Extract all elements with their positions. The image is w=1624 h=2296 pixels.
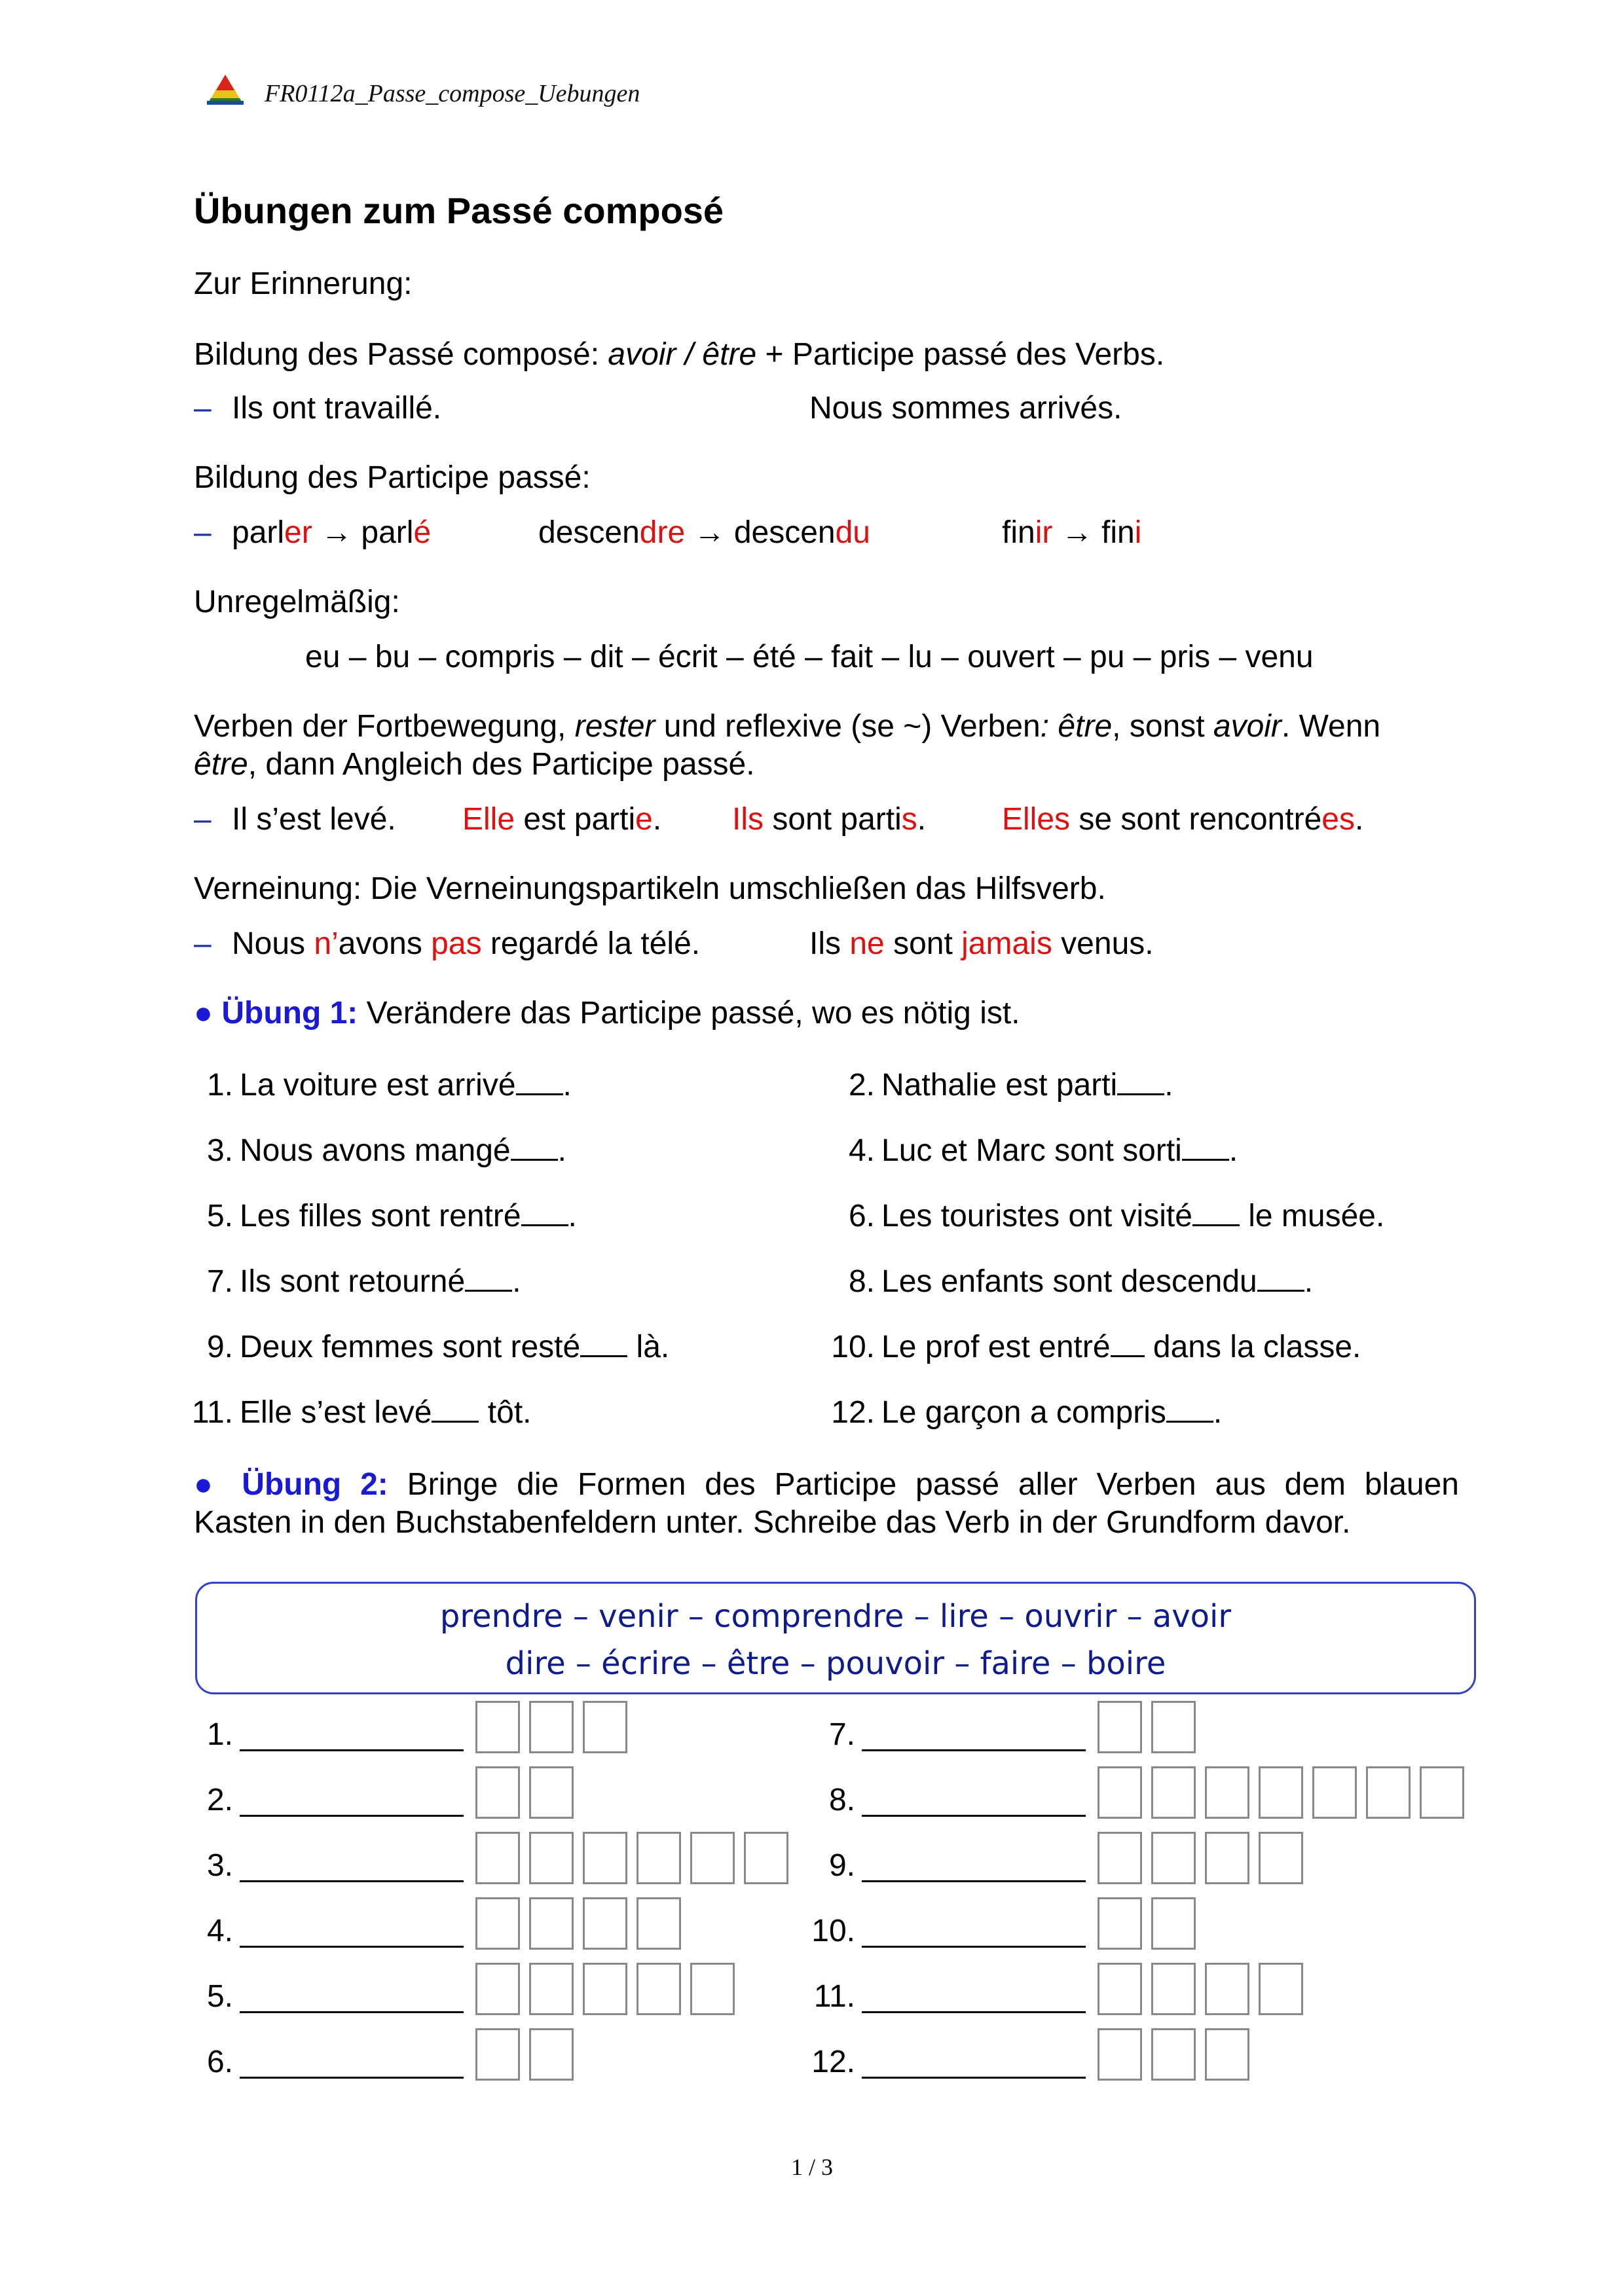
row-number: 12. (811, 2045, 855, 2079)
document-filename: FR0112a_Passe_compose_Uebungen (265, 80, 640, 107)
item-number: 3. (206, 1133, 233, 1168)
row-number: 3. (206, 1848, 233, 1883)
answer-blank[interactable] (516, 1067, 563, 1095)
page-number: 1 / 3 (790, 2154, 833, 2180)
item-sentence-end: . (557, 1133, 566, 1168)
item-sentence-start: Nathalie est parti (881, 1068, 1118, 1102)
exercise2-heading-line1: ● Übung 2: Bringe die Formen des Participe passé aller Verben aus dem blauen (194, 1467, 1459, 1502)
row-number: 1. (206, 1717, 233, 1752)
verb-infinitive-blank[interactable] (240, 2077, 464, 2079)
row-number: 9. (828, 1848, 855, 1883)
letter-box[interactable] (529, 1766, 574, 1819)
page-title: Übungen zum Passé composé (194, 190, 724, 231)
irregular-heading: Unregelmäßig: (194, 585, 400, 619)
exercise1-item (829, 1067, 1173, 1101)
letter-box[interactable] (1151, 1832, 1196, 1884)
item-sentence-start: Les enfants sont descendu (881, 1264, 1257, 1299)
item-sentence-end: là. (627, 1330, 670, 1364)
letter-box[interactable] (1098, 1701, 1142, 1753)
letter-box[interactable] (1259, 1766, 1303, 1819)
exercise1-item (187, 1198, 577, 1232)
reminder-heading: Zur Erinnerung: (194, 266, 413, 301)
formation-line: Bildung des Passé composé: avoir / être + Participe passé des Verbs. (194, 337, 1165, 372)
verb-infinitive-blank[interactable] (862, 1815, 1086, 1817)
answer-blank[interactable] (1111, 1329, 1145, 1357)
item-sentence-end: . (563, 1068, 572, 1102)
letter-box[interactable] (1098, 2028, 1142, 2081)
item-sentence-start: Luc et Marc sont sorti (881, 1133, 1182, 1168)
answer-blank[interactable] (465, 1264, 512, 1292)
participle-example-finir: finir → fini (1002, 515, 1142, 550)
letter-box[interactable] (690, 1963, 735, 2015)
row-number: 11. (813, 1979, 855, 2014)
letter-box[interactable] (744, 1832, 788, 1884)
row-number: 8. (828, 1783, 855, 1817)
item-number: 2. (848, 1068, 875, 1102)
letter-box[interactable] (1205, 2028, 1249, 2081)
letter-box[interactable] (637, 1832, 681, 1884)
row-number: 7. (828, 1717, 855, 1752)
item-number: 5. (206, 1199, 233, 1233)
letter-box[interactable] (637, 1897, 681, 1950)
exercise1-item (829, 1264, 1313, 1298)
exercise1-item (187, 1264, 521, 1298)
irregular-list: eu – bu – compris – dit – écrit – été – fait – lu – ouvert – pu – pris – venu (305, 640, 1314, 674)
letter-box[interactable] (529, 2028, 574, 2081)
item-sentence-end: . (1164, 1068, 1173, 1102)
letter-box[interactable] (1151, 1701, 1196, 1753)
verb-box (195, 1582, 1476, 1694)
participle-heading: Bildung des Participe passé: (194, 460, 591, 495)
bullet-dash: – (194, 391, 212, 426)
item-sentence-end: . (1213, 1395, 1223, 1430)
agreement-example-elles: Elles se sont rencontrées. (1002, 802, 1364, 837)
letter-box[interactable] (583, 1963, 627, 2015)
answer-blank[interactable] (1166, 1394, 1213, 1423)
item-sentence-start: Nous avons mangé (240, 1133, 511, 1168)
item-sentence-start: Les touristes ont visité (881, 1199, 1192, 1233)
bullet-dash: – (194, 802, 212, 837)
letter-box[interactable] (1312, 1766, 1357, 1819)
letter-box[interactable] (475, 1832, 520, 1884)
answer-blank[interactable] (511, 1133, 558, 1161)
item-number: 6. (848, 1199, 875, 1233)
letter-box[interactable] (583, 1701, 627, 1753)
verb-infinitive-blank[interactable] (862, 2077, 1086, 2079)
agreement-example-elle: Elle est partie. (462, 802, 662, 837)
row-number: 4. (206, 1914, 233, 1948)
letter-box[interactable] (1151, 1766, 1196, 1819)
item-sentence-start: Elle s’est levé (240, 1395, 432, 1430)
item-number: 7. (206, 1264, 233, 1299)
exercise1-item (187, 1067, 572, 1101)
letter-box[interactable] (475, 2028, 520, 2081)
item-sentence-end: . (1304, 1264, 1314, 1299)
item-number: 10. (831, 1330, 875, 1364)
verb-list-line1: prendre – venir – comprendre – lire – ouvrir – avoir (439, 1598, 1232, 1635)
exercise1-item (187, 1133, 566, 1167)
bullet-dash: – (194, 515, 212, 550)
exercise1-item (829, 1198, 1384, 1232)
exercise1-item (187, 1394, 532, 1429)
verb-infinitive-blank[interactable] (862, 1880, 1086, 1882)
letter-box[interactable] (583, 1897, 627, 1950)
exercise1-heading: ● Übung 1: Verändere das Participe passé, wo es nötig ist. (194, 996, 1020, 1030)
letter-box[interactable] (1098, 1897, 1142, 1950)
letter-box[interactable] (1205, 1832, 1249, 1884)
letter-box[interactable] (637, 1963, 681, 2015)
verb-infinitive-blank[interactable] (240, 2011, 464, 2013)
item-number: 9. (206, 1330, 233, 1364)
exercise1-item (829, 1394, 1222, 1429)
item-number: 11. (191, 1395, 233, 1430)
exercise1-item (829, 1329, 1361, 1363)
item-sentence-start: Le prof est entré (881, 1330, 1111, 1364)
item-sentence-start: Ils sont retourné (240, 1264, 466, 1299)
negation-heading: Verneinung: Die Verneinungspartikeln umschließen das Hilfsverb. (194, 871, 1106, 906)
letter-box[interactable] (1205, 1963, 1249, 2015)
logo-icon (204, 73, 246, 107)
row-number: 10. (811, 1914, 855, 1948)
letter-box[interactable] (690, 1832, 735, 1884)
verb-infinitive-blank[interactable] (862, 1749, 1086, 1751)
letter-box[interactable] (1205, 1766, 1249, 1819)
letter-box[interactable] (475, 1897, 520, 1950)
row-number: 2. (206, 1783, 233, 1817)
negation-example-nous: Nous n’avons pas regardé la télé. (232, 926, 701, 961)
letter-box[interactable] (1151, 1963, 1196, 2015)
verb-infinitive-blank[interactable] (240, 1749, 464, 1751)
answer-blank[interactable] (521, 1198, 568, 1226)
row-number: 5. (206, 1979, 233, 2014)
exercise1-item (187, 1329, 669, 1363)
letter-box[interactable] (1259, 1832, 1303, 1884)
verb-infinitive-blank[interactable] (240, 1880, 464, 1882)
letter-box[interactable] (529, 1832, 574, 1884)
verb-infinitive-blank[interactable] (862, 1946, 1086, 1948)
verb-infinitive-blank[interactable] (240, 1815, 464, 1817)
item-sentence-end: dans la classe. (1144, 1330, 1361, 1364)
letter-box[interactable] (583, 1832, 627, 1884)
exercise1-item (829, 1133, 1238, 1167)
agreement-example-ils: Ils sont partis. (732, 802, 927, 837)
example-nous-sommes-arrives: Nous sommes arrivés. (809, 391, 1122, 426)
item-sentence-end: . (568, 1199, 577, 1233)
letter-box[interactable] (475, 1766, 520, 1819)
item-sentence-end: . (1228, 1133, 1238, 1168)
answer-blank[interactable] (580, 1329, 627, 1357)
participle-example-parler: parler → parlé (232, 515, 432, 550)
item-sentence-start: La voiture est arrivé (240, 1068, 516, 1102)
item-sentence-start: Deux femmes sont resté (240, 1330, 581, 1364)
letter-box[interactable] (1151, 1897, 1196, 1950)
letter-box[interactable] (529, 1897, 574, 1950)
verb-infinitive-blank[interactable] (862, 2011, 1086, 2013)
movement-rule-line2: être, dann Angleich des Participe passé. (194, 747, 755, 782)
item-number: 4. (848, 1133, 875, 1168)
letter-box[interactable] (1098, 1832, 1142, 1884)
agreement-example-il: Il s’est levé. (232, 802, 396, 837)
item-number: 8. (848, 1264, 875, 1299)
letter-box[interactable] (529, 1963, 574, 2015)
item-sentence-start: Le garçon a compris (881, 1395, 1166, 1430)
answer-blank[interactable] (1182, 1133, 1229, 1161)
letter-box[interactable] (475, 1701, 520, 1753)
example-ils-ont-travaille: Ils ont travaillé. (232, 391, 442, 426)
item-sentence-end: le musée. (1239, 1199, 1385, 1233)
item-number: 1. (206, 1068, 233, 1102)
letter-box[interactable] (1151, 2028, 1196, 2081)
verb-infinitive-blank[interactable] (240, 1946, 464, 1948)
participle-example-descendre: descendre → descendu (538, 515, 870, 550)
answer-blank[interactable] (1257, 1264, 1304, 1292)
answer-blank[interactable] (1192, 1198, 1240, 1226)
answer-blank[interactable] (432, 1394, 479, 1423)
letter-box[interactable] (475, 1963, 520, 2015)
letter-box[interactable] (1098, 1963, 1142, 2015)
bullet-dash: – (194, 926, 212, 961)
item-sentence-end: . (512, 1264, 521, 1299)
item-number: 12. (831, 1395, 875, 1430)
letter-box[interactable] (1259, 1963, 1303, 2015)
exercise2-heading-line2: Kasten in den Buchstabenfeldern unter. Schreibe das Verb in der Grundform davor. (194, 1505, 1351, 1540)
letter-box[interactable] (529, 1701, 574, 1753)
row-number: 6. (206, 2045, 233, 2079)
movement-rule-line1: Verben der Fortbewegung, rester und reflexive (se ~) Verben: être, sonst avoir. Wenn (194, 709, 1381, 744)
item-sentence-end: tôt. (479, 1395, 532, 1430)
answer-blank[interactable] (1117, 1067, 1164, 1095)
letter-box[interactable] (1420, 1766, 1464, 1819)
letter-box[interactable] (1098, 1766, 1142, 1819)
item-sentence-start: Les filles sont rentré (240, 1199, 521, 1233)
letter-box[interactable] (1366, 1766, 1411, 1819)
verb-list-line2: dire – écrire – être – pouvoir – faire – boire (505, 1645, 1166, 1682)
negation-example-ils: Ils ne sont jamais venus. (809, 926, 1154, 961)
